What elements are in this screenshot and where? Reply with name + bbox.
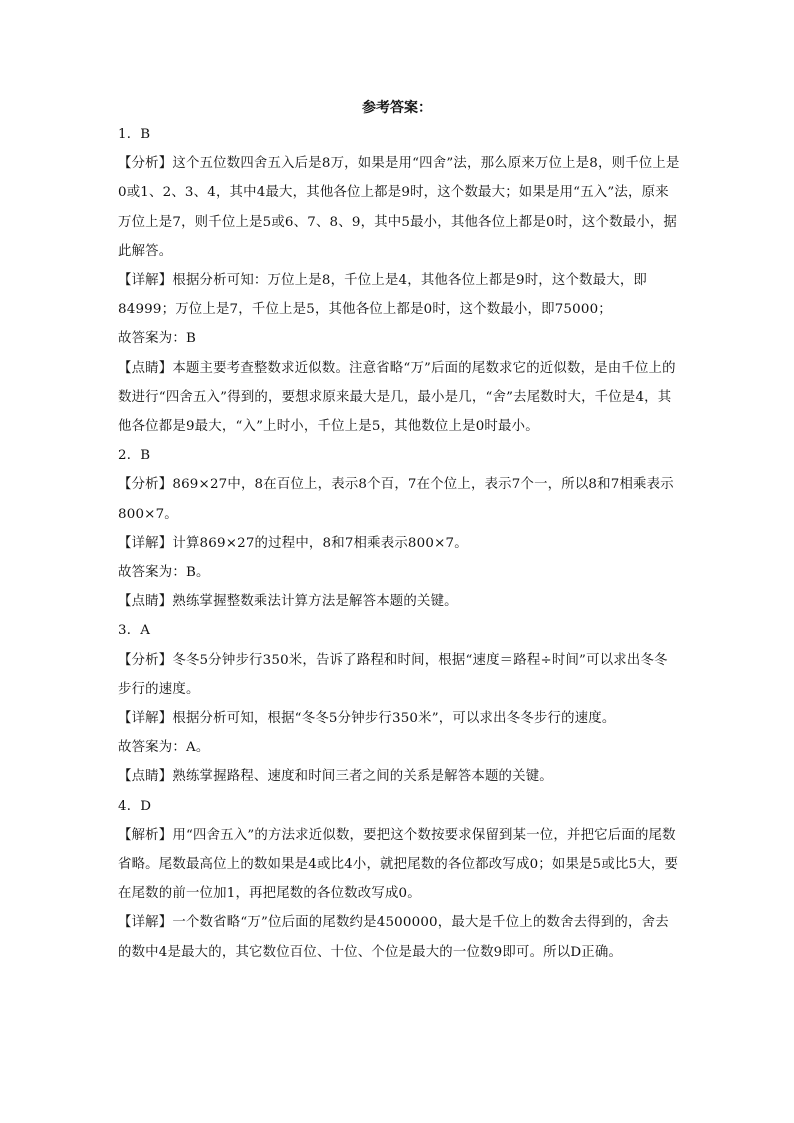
solution-paragraph: 【解析】用“四舍五入”的方法求近似数，要把这个数按要求保留到某一位，并把它后面的尾数省略。尾数最高位上的数如果是4或比4小，就把尾数的各位都改写成0；如果是5或比5大，要在尾数的前一位加1，再把尾数的各位数改写成0。 bbox=[118, 827, 679, 902]
page-title: 参考答案： bbox=[362, 100, 432, 116]
answer-content bbox=[118, 120, 680, 967]
detail-paragraph: 【详解】根据分析可知，根据“冬冬5分钟步行350米”，可以求出冬冬步行的速度。 bbox=[118, 711, 616, 727]
answer-number: 1．B bbox=[118, 127, 151, 142]
conclusion-line: 故答案为：A。 bbox=[118, 740, 210, 756]
answer-number: 2．B bbox=[118, 448, 151, 464]
detail-paragraph: 【详解】计算869×27的过程中，8和7相乘表示800×7。 bbox=[118, 535, 468, 551]
comment-paragraph: 【点睛】本题主要考查整数求近似数。注意省略“万”后面的尾数求它的近似数，是由千位上的数进行“四舍五入”得到的，要想求原来最大是几，最小是几，“舍”去尾数时大，千位是4，其他各位都是9最大，“入”上时小，千位上是5，其他数位上是0时最小。 bbox=[118, 360, 676, 435]
detail-paragraph: 【详解】根据分析可知：万位上是8，千位上是4，其他各位上都是9时，这个数最大，即84999；万位上是7，千位上是5，其他各位上都是0时，这个数最小，即75000； bbox=[118, 273, 648, 318]
analysis-paragraph: 【分析】冬冬5分钟步行350米，告诉了路程和时间，根据“速度＝路程÷时间”可以求出冬冬步行的速度。 bbox=[118, 652, 668, 697]
answer-number: 3．A bbox=[118, 623, 151, 639]
conclusion-line: 故答案为：B。 bbox=[118, 565, 210, 581]
answer-number: 4．D bbox=[118, 798, 152, 814]
analysis-paragraph: 【分析】这个五位数四舍五入后是8万，如果是用“四舍”法，那么原来万位上是8，则千位上是0或1、2、3、4，其中4最大，其他各位上都是9时，这个数最大；如果是用“五入”法，原来万位上是7，则千位上是5或6、7、8、9，其中5最小，其他各位上都是0时，这个数最小，据此解答。 bbox=[118, 156, 680, 259]
comment-paragraph: 【点睛】熟练掌握整数乘法计算方法是解答本题的关键。 bbox=[118, 594, 458, 610]
detail-paragraph: 【详解】一个数省略“万”位后面的尾数约是4500000，最大是千位上的数舍去得到的，舍去的数中4是最大的，其它数位百位、十位、个位是最大的一位数9即可。所以D正确。 bbox=[118, 915, 669, 960]
comment-paragraph: 【点睛】熟练掌握路程、速度和时间三者之间的关系是解答本题的关键。 bbox=[118, 769, 553, 785]
conclusion-line: 故答案为：B bbox=[118, 331, 196, 347]
analysis-paragraph: 【分析】869×27中，8在百位上，表示8个百，7在个位上，表示7个一，所以8和7相乘表示800×7。 bbox=[118, 477, 674, 522]
